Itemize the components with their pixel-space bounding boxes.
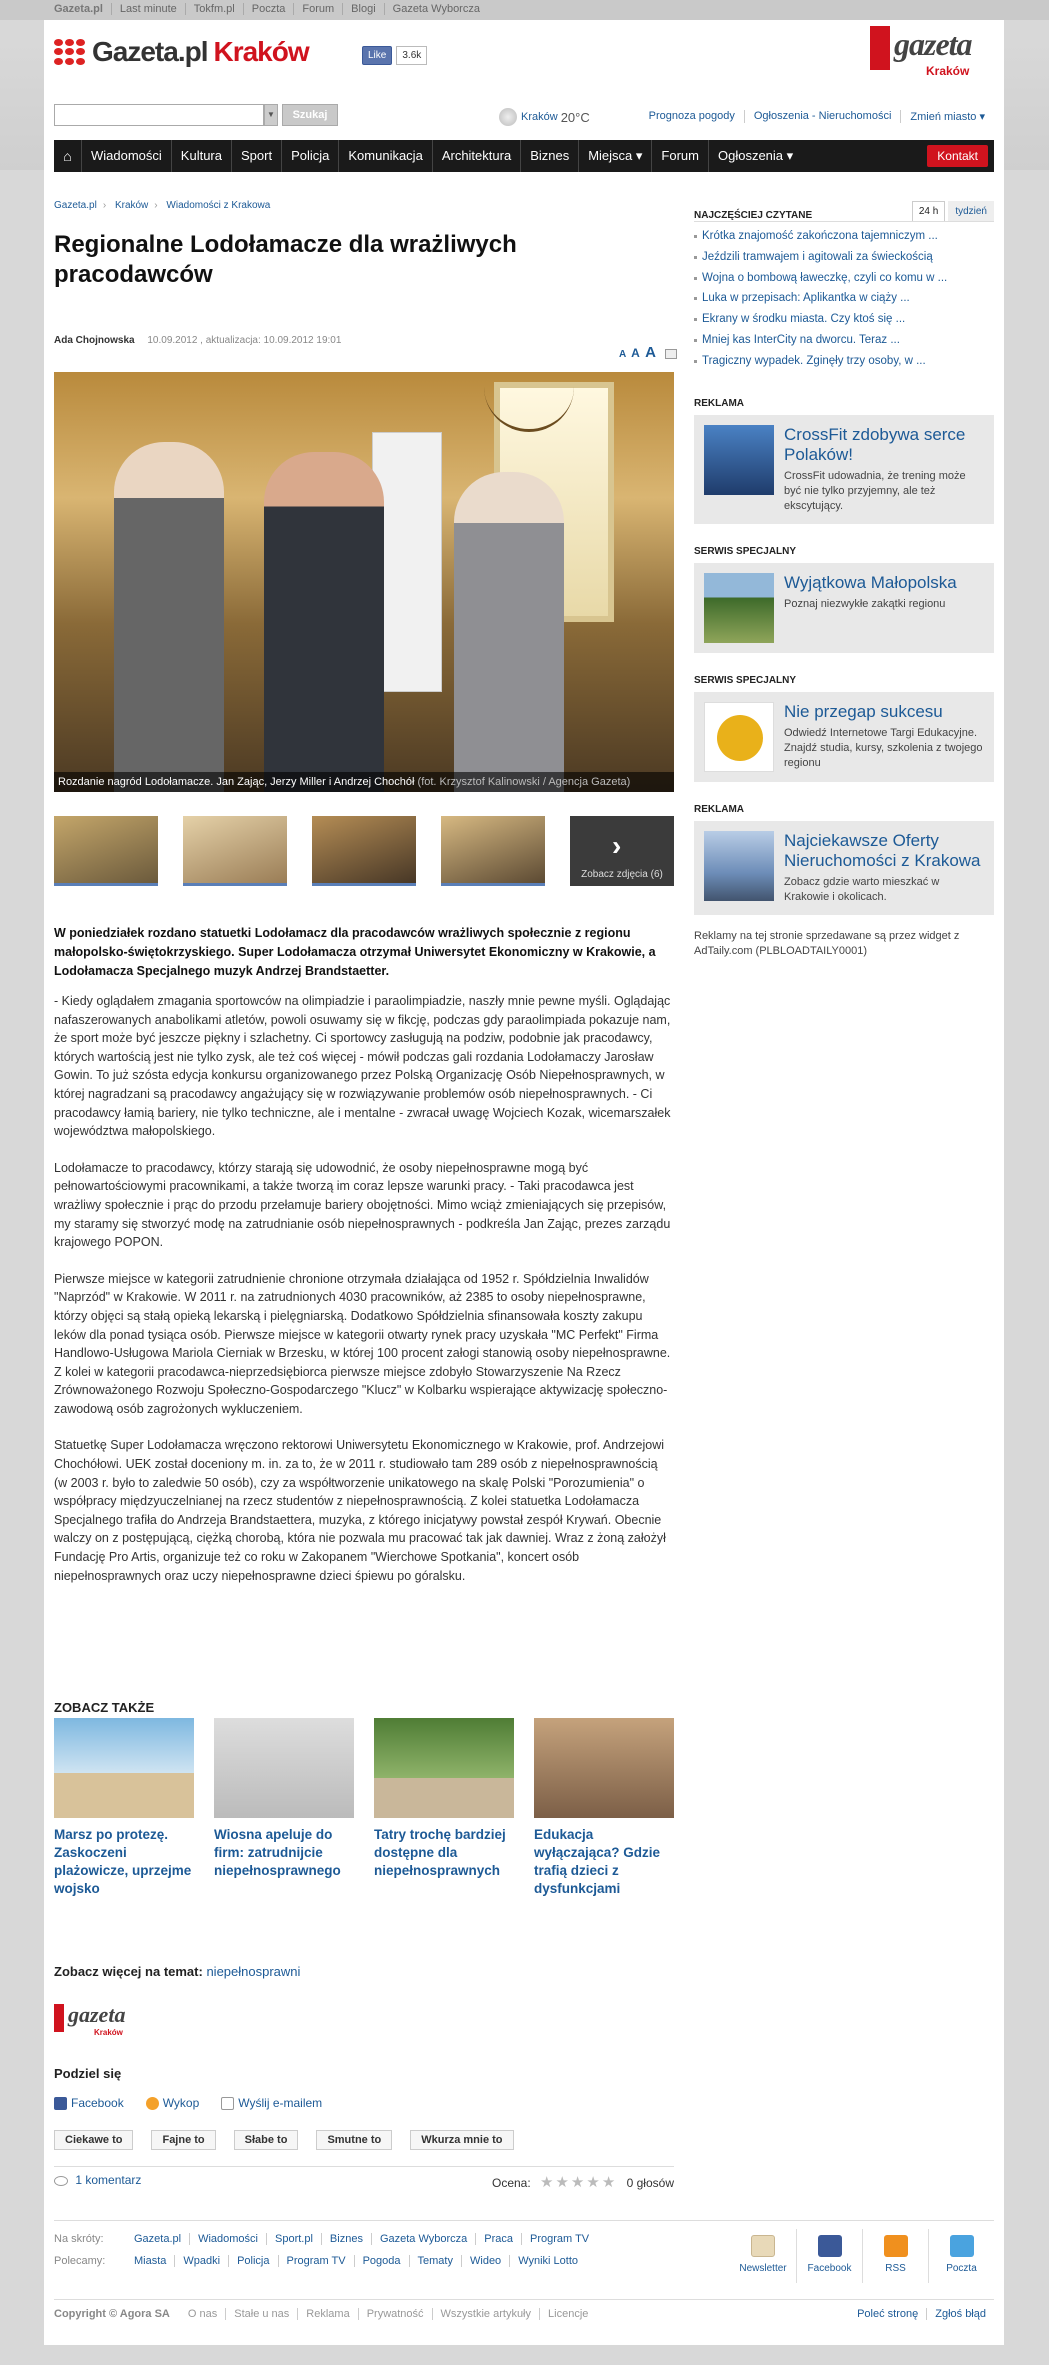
article-lead: W poniedziałek rozdano statuetki Lodołamacz dla pracodawców wrażliwych społecznie z regionu małopolsko-świętokrzyskiego. Super Lodołamacza otrzymał Uniwersytet Ekonomiczny w Krakowie, a Lodołamacza Specjalnego muzyk Andrzej Brandstaetter.: [54, 926, 656, 978]
article-paragraph: Statuetkę Super Lodołamacza wręczono rektorowi Uniwersytetu Ekonomicznego w Krakowie, prof. Andrzejowi Chochółowi. UEK został doceniony m. in. za to, że w 2011 r. studiowało tam 289 osób z niepełnosprawnością (w 2003 r. było to zaledwie 50 osób), czy za współtworzenie unikatowego na skalę Polski "Porozumienia" o współpracy międzyuczelnianej na rzecz studentów z niepełnosprawnością. Z kolei statuetka Lodołamacza Specjalnego trafiła do Andrzeja Brandstaettera, muzyka, z którego inicjatywy powstał zespół Krywań. Obecnie walczy on z postępującą, ciężką chorobą, która nie pozwala mu pracować tak jak dawniej. Wraz z żoną założył Fundację Pro Artis, organizuje też co roku w Zakopanem "Wierchowe Spotkania", koncert osób niepełnosprawnych oraz uczy niepełnosprawne dzieci śpiewu po góralsku.: [54, 1438, 666, 1583]
font-size-small[interactable]: A: [619, 349, 627, 360]
comment-rating-row: [54, 2166, 674, 2191]
more-on-topic: [54, 1964, 300, 1979]
footer-bottom-link[interactable]: Reklama: [297, 2308, 357, 2320]
topic-tag-link[interactable]: niepełnosprawni: [206, 1964, 301, 1979]
share-facebook[interactable]: [54, 2096, 124, 2110]
share-facebook-label: Facebook: [71, 2096, 124, 2110]
font-size-medium[interactable]: A: [631, 346, 640, 360]
popular-item[interactable]: Jeździli tramwajem i agitowali za świeckością: [694, 247, 994, 268]
reaction-button[interactable]: Wkurza mnie to: [410, 2130, 513, 2150]
newsletter-link[interactable]: [730, 2229, 796, 2283]
header-links: [640, 110, 994, 123]
site-logo[interactable]: [54, 36, 309, 68]
promo-title[interactable]: Nie przegap sukcesu: [784, 701, 943, 721]
reaction-button[interactable]: Smutne to: [316, 2130, 392, 2150]
copyright: Copyright © Agora SA: [54, 2308, 170, 2320]
reaction-button[interactable]: Fajne to: [151, 2130, 215, 2150]
footer-bottom-link[interactable]: Stałe u nas: [225, 2308, 297, 2320]
reaction-buttons: [54, 2130, 514, 2150]
footer-link[interactable]: Tematy: [409, 2255, 461, 2267]
promo-desc: Poznaj niezwykłe zakątki regionu: [784, 597, 946, 610]
footer-right-links: [849, 2308, 994, 2320]
promo-box[interactable]: [694, 415, 994, 524]
logo-text: Gazeta.pl: [92, 36, 208, 67]
topbar-link[interactable]: Forum: [294, 3, 343, 15]
change-city-link[interactable]: Zmień miasto ▾: [900, 110, 994, 123]
footer-bottom: [54, 2299, 994, 2320]
nav-item-komunikacja[interactable]: Komunikacja: [339, 140, 432, 172]
nav-item-wiadomosci[interactable]: Wiadomości: [82, 140, 172, 172]
promo-image[interactable]: [704, 831, 774, 901]
popular-item[interactable]: Krótka znajomość zakończona tajemniczym ...: [694, 226, 994, 247]
footer: [54, 2220, 994, 2320]
rss-label: RSS: [885, 2263, 906, 2274]
search-button[interactable]: Szukaj: [282, 104, 338, 126]
gallery-thumbnails: [54, 816, 674, 886]
share-wykop-label: Wykop: [162, 2096, 200, 2110]
rss-link[interactable]: [862, 2229, 928, 2283]
see-also-image[interactable]: [54, 1718, 194, 1818]
gazeta-word: gazeta: [894, 26, 972, 62]
logo-dots-icon: [54, 39, 88, 65]
share-wykop[interactable]: [146, 2096, 200, 2110]
footer-link[interactable]: Wyniki Lotto: [509, 2255, 586, 2267]
breadcrumb-link[interactable]: Gazeta.pl: [54, 200, 97, 211]
footer-bottom-link[interactable]: O nas: [187, 2308, 218, 2320]
see-also-item[interactable]: [534, 1718, 674, 1898]
share-links: [54, 2096, 322, 2110]
facebook-label: Facebook: [807, 2263, 852, 2274]
wykop-icon: [146, 2097, 159, 2110]
nav-item-architektura[interactable]: Architektura: [433, 140, 521, 172]
popular-header: [694, 198, 994, 222]
fb-like-button[interactable]: Like: [362, 46, 392, 65]
weather-temp: 20°C: [560, 109, 590, 125]
footer-link[interactable]: Sport.pl: [266, 2233, 321, 2245]
topbar-link[interactable]: Last minute: [112, 3, 186, 15]
footer-link[interactable]: Program TV: [278, 2255, 354, 2267]
facebook-link[interactable]: [796, 2229, 862, 2283]
weather-icon: [499, 108, 517, 126]
nav-item-miejsca[interactable]: Miejsca ▾: [579, 140, 652, 172]
comment-bubble-icon: [54, 2176, 68, 2186]
popular-item[interactable]: Luka w przepisach: Aplikantka w ciąży ...: [694, 288, 994, 309]
share-email[interactable]: [221, 2096, 322, 2110]
shortcuts-label: Na skróty:: [54, 2233, 104, 2245]
see-also-item[interactable]: [214, 1718, 354, 1898]
see-also-list: [54, 1718, 674, 1898]
gazeta-city: Kraków: [926, 64, 970, 78]
footer-shortcuts: [54, 2233, 597, 2245]
search-row: [54, 104, 994, 128]
breadcrumb: Gazeta.pl › Kraków › Wiadomości z Krakowa: [54, 200, 271, 211]
photo-caption-text: Rozdanie nagród Lodołamacze. Jan Zając, Jerzy Miller i Andrzej Chochół: [58, 776, 415, 788]
promo-title[interactable]: Najciekawsze Oferty Nieruchomości z Krakowa: [784, 830, 981, 870]
facebook-icon: [818, 2235, 842, 2257]
book-icon[interactable]: [704, 702, 774, 772]
font-size-controls: [619, 344, 679, 361]
photo-person: [264, 452, 384, 792]
footer-link[interactable]: Praca: [475, 2233, 521, 2245]
main-nav: [54, 140, 994, 172]
promo-desc: Zobacz gdzie warto mieszkać w Krakowie i okolicach.: [784, 875, 940, 903]
mail-link[interactable]: [928, 2229, 994, 2283]
tab-24h[interactable]: 24 h: [912, 201, 945, 221]
gallery-thumbnail[interactable]: [441, 816, 545, 886]
reaction-button[interactable]: Ciekawe to: [54, 2130, 133, 2150]
promo-desc: Odwiedź Internetowe Targi Edukacyjne. Znajdź studia, kursy, szkolenia z twojego regionu: [784, 726, 983, 769]
see-also-image[interactable]: [534, 1718, 674, 1818]
breadcrumb-link[interactable]: Wiadomości z Krakowa: [166, 200, 271, 211]
popular-item[interactable]: Tragiczny wypadek. Zginęły trzy osoby, w ...: [694, 351, 994, 372]
footer-link[interactable]: Wideo: [461, 2255, 509, 2267]
real-estate-link[interactable]: Ogłoszenia - Nieruchomości: [744, 110, 901, 123]
photo-person: [114, 442, 224, 792]
article-body: [54, 992, 674, 1603]
topbar-link[interactable]: Tokfm.pl: [186, 3, 244, 15]
article-paragraph: Lodołamacze to pracodawcy, którzy starają się udowodnić, że osoby niepełnosprawne mogą być pełnowartościowymi pracownikami, a także tworzą im coraz lepsze warunki pracy. - Taki pracodawca jest wrażliwy społecznie i prąc do przodu przełamuje bariery obojętności. Mimo wciąż zmieniających się przepisów, my staramy się stworzyć modę na zatrudnianie osób niepełnosprawnych - podkreśla Jan Zając, prezes zarządu krajowego POPON.: [54, 1160, 671, 1250]
gazeta-small-logo[interactable]: [54, 2004, 144, 2038]
footer-link[interactable]: Wiadomości: [189, 2233, 266, 2245]
gallery-more-button[interactable]: [570, 816, 674, 886]
promo-box[interactable]: [694, 821, 994, 915]
gallery-thumbnail[interactable]: [183, 816, 287, 886]
nav-item-policja[interactable]: Policja: [282, 140, 339, 172]
rating-votes: 0 głosów: [626, 2176, 674, 2190]
promo-box[interactable]: [694, 692, 994, 782]
article-meta: [54, 335, 341, 346]
logo-city: Kraków: [213, 36, 309, 67]
contact-button[interactable]: Kontakt: [927, 145, 988, 167]
fb-like-widget[interactable]: [362, 46, 427, 65]
see-also-item[interactable]: [374, 1718, 514, 1898]
article-author[interactable]: Ada Chojnowska: [54, 335, 135, 346]
footer-link[interactable]: Gazeta.pl: [134, 2233, 182, 2245]
article-paragraph: - Kiedy oglądałem zmagania sportowców na olimpiadzie i paraolimpiadzie, naszły mnie pewne myśli. Oglądając nafaszerowanych anabolikami atletów, powoli osuwamy się w fikcję, podczas gdy paraolimpiada pokazuje nam, że sport może być jeszcze piękny i szlachetny. Ci sportowcy zasługują na podziw, podobnie jak pracodawcy, których wartością jest nie tylko zysk, ale też coś więcej - mówił podczas gali rozdania Lodołamaczy Jarosław Gowin. To już szósta edycja konkursu organizowanego przez Polską Organizację Osób Niepełnosprawnych, w której nagradzani są pracodawcy angażujący się w rozwiązywanie problemów osób niepełnosprawnych. - Ci pracodawcy łamią bariery, nie tylko techniczne, ale i mentalne - zwracał uwagę Wojciech Kozak, wicemarszałek województwa małopolskiego.: [54, 994, 671, 1139]
article-paragraph: Pierwsze miejsce w kategorii zatrudnienie chronione otrzymała działająca od 1952 r. Spółdzielnia Inwalidów "Naprzód" w Krakowie. W 2011 r. na zatrudnionych 4030 pracowników, aż 2385 to osoby niepełnosprawne, którzy objęci są stałą opieką lekarską i pielęgniarską. Dodatkowo Spółdzielnia sfinansowała koszty zakupu leków dla ponad tysiąca osób. Pierwsze miejsce w kategorii otwarty rynek pracy uzyskała "MC Perfekt" Firma Handlowo-Usługowa Mariola Cierniak w Brzesku, w której 100 procent załogi stanowią osoby niepełnosprawne. Z kolei w kategorii pracodawca-nieprzedsiębiorca pierwsze miejsce zdobyło Stowarzyszenie Na Rzecz Zrównoważonego Rozwoju Społeczno-Gospodarczego "Klucz" w Kolbarku wspierające aktywizację społeczno-zawodową osób zagrożonych wykluczeniem.: [54, 1271, 671, 1416]
see-also-heading: ZOBACZ TAKŻE: [54, 1700, 155, 1715]
promo-desc: CrossFit udowadnia, że trening może być nie tylko przyjemny, ale też ekscytujący.: [784, 469, 966, 512]
mail-label: Poczta: [946, 2263, 977, 2274]
footer-icons: [730, 2229, 994, 2283]
sidebar: [694, 198, 994, 959]
see-also-title[interactable]: Wiosna apeluje do firm: zatrudnijcie niepełnosprawnego: [214, 1827, 341, 1878]
print-icon[interactable]: [665, 349, 677, 359]
comments-link[interactable]: 1 komentarz: [75, 2173, 142, 2187]
footer-link[interactable]: Wpadki: [174, 2255, 228, 2267]
photo-credit: (fot. Krzysztof Kalinowski / Agencja Gazeta): [417, 776, 631, 788]
footer-link[interactable]: Policja: [228, 2255, 277, 2267]
popular-item[interactable]: Mniej kas InterCity na dworcu. Teraz ...: [694, 330, 994, 351]
newsletter-icon: [751, 2235, 775, 2257]
reaction-button[interactable]: Słabe to: [234, 2130, 299, 2150]
footer-link[interactable]: Gazeta Wyborcza: [371, 2233, 475, 2245]
box-label: REKLAMA: [694, 803, 744, 815]
main-photo[interactable]: [54, 372, 674, 792]
see-also-image[interactable]: [374, 1718, 514, 1818]
gazeta-small-word: gazeta: [68, 2002, 126, 2027]
forecast-link[interactable]: Prognoza pogody: [648, 110, 735, 122]
gazeta-brand-logo[interactable]: [870, 26, 990, 78]
box-label: SERWIS SPECJALNY: [694, 674, 797, 686]
envelope-icon: [221, 2097, 234, 2110]
gallery-thumbnail[interactable]: [54, 816, 158, 886]
newsletter-label: Newsletter: [739, 2263, 787, 2274]
page: [44, 20, 1004, 2345]
footer-link[interactable]: Program TV: [521, 2233, 597, 2245]
font-size-large[interactable]: A: [645, 344, 656, 361]
popular-tabs: [909, 201, 994, 221]
popular-list: [694, 226, 994, 372]
mail-icon: [950, 2235, 974, 2257]
footer-link[interactable]: Miasta: [134, 2255, 167, 2267]
more-on-topic-label: Zobacz więcej na temat:: [54, 1964, 203, 1979]
rss-icon: [884, 2235, 908, 2257]
footer-bottom-link[interactable]: Licencje: [539, 2308, 596, 2320]
rating-stars[interactable]: ★★★★★: [540, 2174, 618, 2191]
weather-city: Kraków: [521, 111, 558, 123]
share-heading: Podziel się: [54, 2066, 122, 2081]
report-error-link[interactable]: Zgłoś błąd: [926, 2308, 994, 2320]
nav-item-biznes[interactable]: Biznes: [521, 140, 579, 172]
chevron-down-icon[interactable]: ▼: [264, 104, 278, 126]
nav-item-ogloszenia[interactable]: Ogłoszenia ▾: [717, 148, 794, 163]
topbar-link[interactable]: Gazeta.pl: [54, 3, 112, 15]
box-label: REKLAMA: [694, 397, 744, 409]
footer-link[interactable]: Biznes: [321, 2233, 371, 2245]
search-input[interactable]: [54, 104, 264, 126]
topbar-link[interactable]: Blogi: [343, 3, 384, 15]
promo-image[interactable]: [704, 573, 774, 643]
popular-heading: NAJCZĘŚCIEJ CZYTANE: [694, 210, 813, 221]
rating-label: Ocena:: [491, 2176, 531, 2190]
weather-widget[interactable]: [499, 108, 590, 126]
share-email-label: Wyślij e-mailem: [238, 2096, 323, 2110]
gallery-more-label: Zobacz zdjęcia (6): [581, 869, 663, 880]
gazeta-mark-icon: [54, 2004, 64, 2032]
footer-recommended: [54, 2255, 586, 2267]
see-also-image[interactable]: [214, 1718, 354, 1818]
promo-image[interactable]: [704, 425, 774, 495]
topbar-link[interactable]: Poczta: [244, 3, 295, 15]
nav-item-sport[interactable]: Sport: [232, 140, 282, 172]
popular-item[interactable]: Wojna o bombową ławeczkę, czyli co komu w ...: [694, 268, 994, 289]
recommend-page-link[interactable]: Poleć stronę: [857, 2308, 919, 2320]
article-date: 10.09.2012 , aktualizacja: 10.09.2012 19:01: [147, 335, 342, 346]
recommended-label: Polecamy:: [54, 2255, 106, 2267]
see-also-title[interactable]: Marsz po protezę. Zaskoczeni plażowicze, uprzejme wojsko: [54, 1827, 192, 1896]
footer-bottom-link[interactable]: Prywatność: [358, 2308, 432, 2320]
footer-bottom-link[interactable]: Wszystkie artykuły: [432, 2308, 539, 2320]
promo-title[interactable]: CrossFit zdobywa serce Polaków!: [784, 424, 966, 464]
tab-week[interactable]: tydzień: [948, 201, 994, 221]
gazeta-mark-icon: [870, 26, 890, 70]
top-bar: [0, 0, 1049, 20]
ad-note: Reklamy na tej stronie sprzedawane są przez widget z AdTaily.com (PLBLOADTAILY0001): [694, 929, 960, 957]
gallery-thumbnail[interactable]: [312, 816, 416, 886]
footer-link[interactable]: Pogoda: [354, 2255, 409, 2267]
nav-item-kultura[interactable]: Kultura: [172, 140, 232, 172]
see-also-item[interactable]: [54, 1718, 194, 1898]
promo-title[interactable]: Wyjątkowa Małopolska: [784, 572, 957, 592]
photo-person: [454, 472, 564, 792]
article-title: Regionalne Lodołamacze dla wrażliwych pracodawców: [54, 231, 517, 288]
see-also-title[interactable]: Edukacja wyłączająca? Gdzie trafią dzieci z dysfunkcjami: [534, 1827, 661, 1896]
rating: [492, 2173, 674, 2191]
photo-caption: [54, 772, 674, 792]
nav-item-forum[interactable]: Forum: [652, 140, 709, 172]
see-also-title[interactable]: Tatry trochę bardziej dostępne dla niepełnosprawnych: [374, 1827, 506, 1878]
home-icon[interactable]: ⌂: [54, 140, 82, 172]
chevron-right-icon: ›: [612, 830, 622, 861]
topbar-link[interactable]: Gazeta Wyborcza: [392, 3, 480, 15]
facebook-icon: [54, 2097, 67, 2110]
promo-box[interactable]: [694, 563, 994, 653]
breadcrumb-link[interactable]: Kraków: [114, 200, 149, 211]
gazeta-small-city: Kraków: [94, 2028, 123, 2037]
box-label: SERWIS SPECJALNY: [694, 545, 797, 557]
fb-like-count: 3.6k: [396, 46, 427, 65]
popular-item[interactable]: Ekrany w środku miasta. Czy ktoś się ...: [694, 309, 994, 330]
